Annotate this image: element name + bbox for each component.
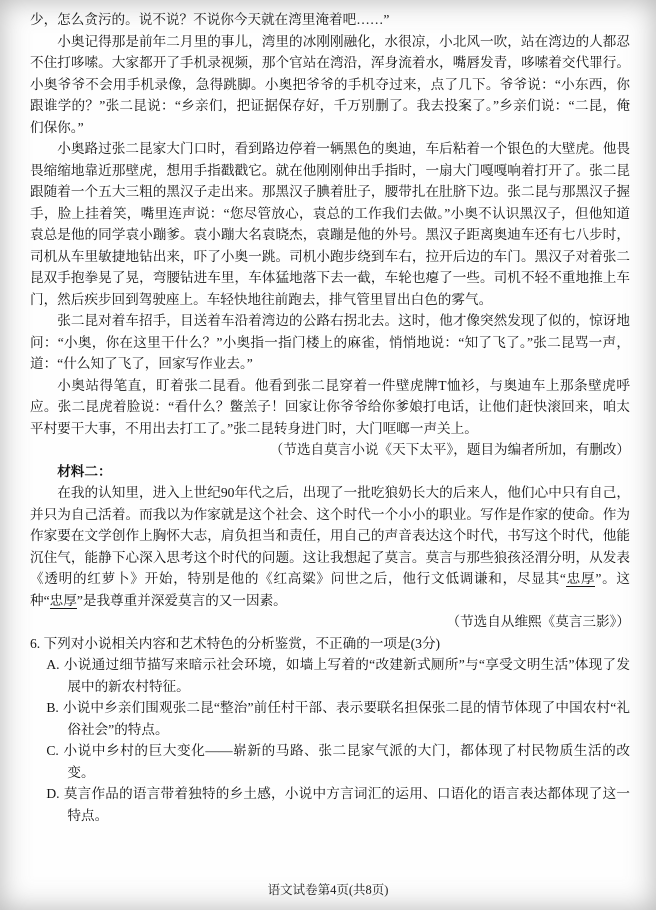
- question-6-option-b: [30, 697, 630, 740]
- option-d-label: D.: [46, 786, 60, 801]
- material2-paragraph: [30, 482, 630, 611]
- option-d-text: 莫言作品的语言带着独特的乡土感，小说中方言词汇的运用、口语化的语言表达都体现了这一特点。: [63, 786, 630, 823]
- option-c-label: C.: [46, 743, 59, 758]
- material1-attribution: （节选自莫言小说《天下太平》，题目为编者所加，有删改）: [269, 442, 630, 457]
- material2-attribution: （节选自从维熙《莫言三影》）: [446, 614, 630, 629]
- story-continuation-line: 少，怎么贪污的。说不说？不说你今天就在湾里淹着吧……”: [30, 12, 390, 27]
- story-paragraph-2: 小奥路过张二昆家大门口时，看到路边停着一辆黑色的奥迪，车后粘着一个银色的大壁虎。他畏畏缩缩地靠近那壁虎，想用手指戳戳它。就在他刚刚伸出手指时，一扇大门嘎嘎响着打开了。张二昆跟随着一个五大三粗的黑汉子走出来。那黑汉子腆着肚子，腰带扎在肚脐下边。张二昆与那黑汉子握手，脸上挂着笑，嘴里连声说：“您尽管放心，袁总的工作我们去做。”小奥不认识黑汉子，但他知道袁总是他的同学袁小蹦爹。袁小蹦大名袁晓杰，袁蹦是他的外号。黑汉子距离奥迪车还有七八步时，司机从车里敏捷地钻出来，吓了小奥一跳。司机小跑步绕到车右，拉开后边的车门。黑汉子对着张二昆双手抱拳晃了晃，弯腰钻进车里，车体猛地落下去一截，车轮也瘪了一些。司机不轻不重地推上车门，然后疾步回到驾驶座上。车轻快地往前跑去，排气管里冒出白色的雾气。: [30, 141, 630, 307]
- material2-heading: 材料二：: [57, 463, 112, 479]
- option-a-label: A.: [46, 657, 60, 672]
- option-a-text: 小说通过细节描写来暗示社会环境，如墙上写着的“改建新式厕所”与“享受文明生活”体现了发展中的新农村特征。: [63, 657, 630, 694]
- material2-text-2: ”。这种“: [30, 571, 630, 608]
- question-6-stem: [30, 633, 630, 655]
- question-6-option-c: [30, 740, 630, 783]
- question-6-number: 6.: [30, 635, 41, 651]
- option-c-text: 小说中乡村的巨大变化——崭新的马路、张二昆家气派的大门，都体现了村民物质生活的改变。: [62, 743, 630, 780]
- emphasized-word-zhonghou-2: 忠厚: [49, 592, 77, 608]
- story-paragraph-4: 小奥站得笔直，盯着张二昆看。他看到张二昆穿着一件壁虎牌T恤衫，与奥迪车上那条壁虎呼应。张二昆虎着脸说：“看什么？鳖羔子！回家让你爷爷给你爹娘打电话，让他们赶快滚回来，咱太平村要干大事，不用出去打工了。”张二昆转身进门时，大门哐啷一声关上。: [30, 377, 630, 436]
- page-content: [30, 9, 630, 826]
- material2-text-1: 在我的认知里，进入上世纪90年代之后，出现了一批吃狼奶长大的后来人，他们心中只有自己，并只为自己活着。而我以为作家就是这个社会、这个时代一个小小的职业。写作是作家的使命。作为作家要在文学创作上胸怀大志，肩负担当和责任，用自己的声音表达这个时代，书写这个时代，他能沉住气，能静下心深入思考这个时代的问题。这让我想起了莫言。莫言与那些狼孩泾渭分明，从发表《透明的红萝卜》开始，特别是他的《红高粱》问世之后，他行文低调谦和，尽显其“: [30, 485, 630, 586]
- story-paragraph-1: 小奥记得那是前年二月里的事儿，湾里的冰刚刚融化，水很凉，小北风一吹，站在湾边的人都忍不住打哆嗦。大家都开了手机录视频，那个官站在湾沿，浑身流着水，嘴唇发青，哆嗦着交代罪行。小奥爷爷不会用手机录像，急得跳脚。小奥把爷爷的手机夺过来，点了几下。爷爷说：“小东西，你跟谁学的？”张二昆说：“乡亲们，把证据保存好，千万别删了。我去投案了。”乡亲们说：“二昆，俺们保你。”: [30, 33, 630, 135]
- material2-text-3: ”是我尊重并深爱莫言的又一因素。: [76, 592, 287, 608]
- question-6-option-d: [30, 783, 630, 826]
- question-6: [30, 633, 630, 827]
- question-6-stem-text: 下列对小说相关内容和艺术特色的分析鉴赏，不正确的一项是(3分): [43, 635, 441, 651]
- option-b-text: 小说中乡亲们围观张二昆“整治”前任村干部、表示要联名担保张二昆的情节体现了中国农村“礼俗社会”的特点。: [62, 700, 630, 737]
- page-footer: 语文试卷第4页(共8页): [267, 883, 389, 897]
- option-b-label: B.: [46, 700, 59, 715]
- story-paragraph-3: 张二昆对着车招手，目送着车沿着湾边的公路右拐北去。这时，他才像突然发现了似的，惊讶地问：“小奥，你在这里干什么？”小奥指一指门楼上的麻雀，悄悄地说：“知了飞了。”张二昆骂一声，道：“什么知了飞了，回家写作业去。”: [30, 313, 630, 371]
- question-6-option-a: [30, 654, 630, 697]
- emphasized-word-zhonghou-1: 忠厚: [565, 571, 596, 586]
